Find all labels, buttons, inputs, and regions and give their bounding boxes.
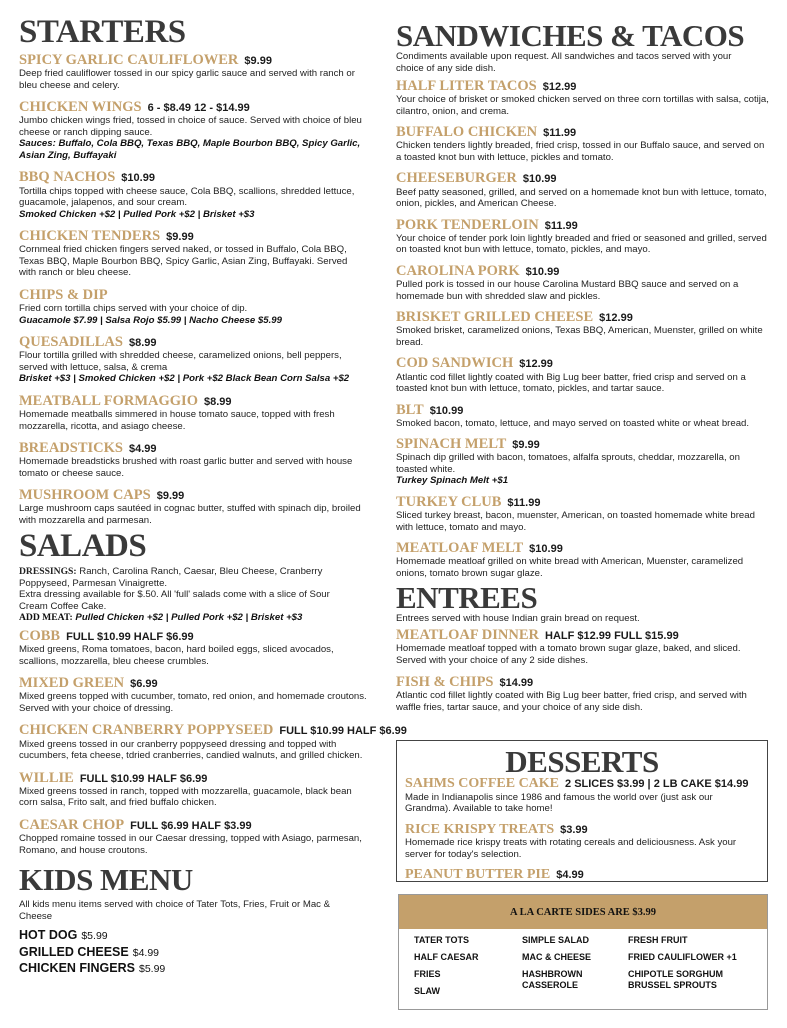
item-price: FULL $10.99 HALF $6.99 xyxy=(79,772,208,785)
item-header xyxy=(19,170,367,185)
item-description: Cornmeal fried chicken fingers served naked, or tossed in Buffalo, Cola BBQ, Texas BBQ, Maple Bourbon BBQ, Spicy Garlic, Asian Zing, Buffayaki. Served with ranch or bleu cheese. xyxy=(19,244,348,279)
item-description: Chicken tenders lightly breaded, fried crisp, tossed in our Buffalo sauce, and served on a toasted knot bun with lettuce, pickles and tomato. xyxy=(396,140,765,163)
item-name: CHICKEN CRANBERRY POPPYSEED xyxy=(19,722,274,739)
item-price: 6 - $8.49 12 - $14.99 xyxy=(147,102,250,115)
item-header xyxy=(396,675,772,690)
item-description: Made in Indianapolis since 1986 and famous the world over (just ask our Grandma). Available to take home! xyxy=(405,791,713,815)
item-description: Mixed greens, Roma tomatoes, bacon, hard boiled eggs, sliced avocados, scallions, mozzarella, bleu cheese crumbles. xyxy=(19,644,334,667)
item-options-text: Smoked Chicken +$2 | Pulled Pork +$2 | Brisket +$3 xyxy=(19,208,255,220)
side-item: SLAW xyxy=(414,986,440,996)
menu-item xyxy=(19,229,367,279)
item-price: $9.99 xyxy=(244,55,272,67)
kids-note: All kids menu items served with choice of Tater Tots, Fries, Fruit or Mac & Cheese xyxy=(19,899,331,922)
item-name: MEATLOAF DINNER xyxy=(396,626,539,643)
item-description: Mixed greens tossed in ranch, topped with mozzarella, guacamole, black bean corn salsa, Frito salt, and fried buffalo chicken. xyxy=(19,785,352,809)
menu-item xyxy=(19,818,367,856)
item-name: SPINACH MELT xyxy=(396,436,507,453)
sandwiches-title: SANDWICHES & TACOS xyxy=(396,18,745,53)
item-description: Homemade rice krispy treats with rotating cereals and deliciousness. Ask your server for today's selection. xyxy=(405,837,737,860)
side-item: MAC & CHEESE xyxy=(522,952,592,962)
item-name: MEATBALL FORMAGGIO xyxy=(19,392,198,409)
item-price: FULL $6.99 HALF $3.99 xyxy=(130,819,252,832)
side-item: HASHBROWN xyxy=(522,969,583,979)
item-name: CAROLINA PORK xyxy=(396,262,520,279)
sides-grid xyxy=(399,929,767,997)
item-name: CHICKEN TENDERS xyxy=(19,228,161,245)
item-description: Your choice of brisket or smoked chicken served on three corn tortillas with salsa, cotija, cilantro, onion, and crema. xyxy=(396,94,769,117)
menu-item xyxy=(19,629,367,667)
salad-add-meat: ADD MEAT: Pulled Chicken +$2 | Pulled Pork +$2 | Brisket +$3 xyxy=(19,612,303,624)
menu-item xyxy=(396,79,772,117)
menu-item xyxy=(19,53,367,91)
item-name: COBB xyxy=(19,627,61,644)
item-name: BLT xyxy=(396,401,424,418)
menu-item xyxy=(396,403,772,430)
item-name: MEATLOAF MELT xyxy=(396,540,524,557)
item-options-text: Buffalo, Cola BBQ, Texas BBQ, Maple Bourbon BBQ, Spicy Garlic, Asian Zing, Buffayaki xyxy=(19,138,361,161)
item-description: Mixed greens topped with cucumber, tomato, red onion, and homemade croutons. Served with your choice of dressing. xyxy=(19,691,367,714)
item-header xyxy=(19,722,407,739)
salad-dressings: DRESSINGS: Ranch, Carolina Ranch, Caesar, Bleu Cheese, Cranberry Poppyseed, Parmesan Vinaigrette. xyxy=(19,566,323,589)
item-name: PEANUT BUTTER PIE xyxy=(405,867,551,883)
menu-item xyxy=(396,437,772,487)
menu-item xyxy=(19,288,367,326)
salads-list xyxy=(19,627,407,856)
entrees-title: ENTREES xyxy=(396,580,538,616)
item-header xyxy=(19,394,367,409)
item-price: $12.99 xyxy=(599,312,633,325)
item-description: Flour tortilla grilled with shredded cheese, caramelized onions, bell peppers, served with lettuce, salsa, & crema xyxy=(19,350,342,373)
menu-item xyxy=(396,171,772,209)
item-options-text: Turkey Spinach Melt +$1 xyxy=(396,475,509,487)
sides-banner: A LA CARTE SIDES ARE $3.99 xyxy=(399,895,767,929)
kids-list xyxy=(19,928,367,978)
item-header xyxy=(19,771,367,786)
menu-item xyxy=(396,218,772,256)
starters-title: STARTERS xyxy=(19,14,186,50)
item-name: SAHMS COFFEE CAKE xyxy=(405,776,560,791)
item-price: $4.99 xyxy=(556,869,584,882)
item-options xyxy=(396,475,772,487)
item-description: Spinach dip grilled with bacon, tomatoes, alfalfa sprouts, cheddar, mozzarella, on toasted white. xyxy=(396,452,740,475)
item-price: $10.99 xyxy=(529,543,563,556)
menu-item xyxy=(396,628,772,666)
item-name: MUSHROOM CAPS xyxy=(19,487,151,504)
item-name: BREADSTICKS xyxy=(19,440,123,457)
item-header xyxy=(396,171,772,186)
item-description: Homemade meatballs simmered in house tomato sauce, topped with fresh mozzarella, ricotta, and asiago cheese. xyxy=(19,409,335,432)
sides-column-3 xyxy=(628,935,774,997)
desserts-title: DESSERTS xyxy=(505,744,659,779)
item-name: SPICY GARLIC CAULIFLOWER xyxy=(19,52,239,68)
item-description: Jumbo chicken wings fried, tossed in choice of sauce. Served with choice of bleu cheese or ranch dipping sauce. xyxy=(19,115,362,138)
item-description: Deep fried cauliflower tossed in our spicy garlic sauce and served with ranch or bleu cheese and celery. xyxy=(19,68,355,91)
menu-item xyxy=(19,335,367,385)
kids-item-name: HOT DOG xyxy=(19,928,78,943)
item-header xyxy=(396,125,772,140)
kids-item-price: $5.99 xyxy=(81,930,108,943)
item-header xyxy=(396,541,772,556)
left-column xyxy=(19,0,407,978)
item-price: $8.99 xyxy=(203,395,232,408)
item-price: $10.99 xyxy=(525,265,560,278)
item-name: MIXED GREEN xyxy=(19,675,125,692)
item-price: FULL $10.99 HALF $6.99 xyxy=(279,725,407,738)
entrees-list xyxy=(396,628,772,713)
menu-item xyxy=(396,675,772,713)
item-price: HALF $12.99 FULL $15.99 xyxy=(545,629,679,642)
menu-item xyxy=(19,170,367,220)
item-price: $3.99 xyxy=(560,823,588,836)
item-price: $10.99 xyxy=(522,173,557,186)
menu-item xyxy=(19,394,367,432)
item-options xyxy=(19,209,367,221)
side-item: SIMPLE SALAD xyxy=(522,935,590,945)
item-description: Large mushroom caps sautéed in cognac butter, stuffed with spinach dip, broiled with mozzarella and parmesan. xyxy=(19,503,361,526)
sandwiches-note: Condiments available upon request. All sandwiches and tacos served with your choice of any side dish. xyxy=(396,51,732,74)
item-header xyxy=(405,823,759,838)
desserts-box xyxy=(396,740,768,882)
item-options xyxy=(19,373,367,385)
item-name: BRISKET GRILLED CHEESE xyxy=(396,309,594,326)
item-description: Beef patty seasoned, grilled, and served on a homemade knot bun with lettuce, tomato, onion, pickles, and American Cheese. xyxy=(396,186,767,210)
item-price: $12.99 xyxy=(519,358,553,371)
item-price: $4.99 xyxy=(128,443,157,456)
item-header xyxy=(19,441,367,456)
kids-item-price: $5.99 xyxy=(138,963,166,976)
kids-item-price: $4.99 xyxy=(132,946,160,959)
side-item: CHIPOTLE SORGHUM xyxy=(628,969,724,979)
item-header xyxy=(405,777,759,792)
item-description: Smoked bacon, tomato, lettuce, and mayo served on toasted white or wheat bread. xyxy=(396,417,750,429)
item-description: Sliced turkey breast, bacon, muenster, American, on toasted homemade white bread with lettuce, tomato and mayo. xyxy=(396,510,755,533)
item-name: FISH & CHIPS xyxy=(396,674,494,691)
entrees-note: Entrees served with house Indian grain bread on request. xyxy=(396,613,640,625)
item-name: CHICKEN WINGS xyxy=(19,99,142,116)
menu-item xyxy=(19,488,367,526)
menu-item xyxy=(396,541,772,579)
starters-list xyxy=(19,53,367,526)
item-header xyxy=(396,495,772,510)
sides-column-1 xyxy=(414,935,522,997)
item-name: WILLIE xyxy=(19,769,74,786)
item-name: CAESAR CHOP xyxy=(19,816,125,833)
side-item: BRUSSEL SPROUTS xyxy=(628,980,717,990)
kids-item xyxy=(19,928,367,945)
item-description: Homemade breadsticks brushed with roast garlic butter and served with house tomato or cheese sauce. xyxy=(19,456,353,479)
item-price: $10.99 xyxy=(121,172,155,185)
item-header xyxy=(19,53,367,68)
item-header xyxy=(19,488,367,503)
item-price: $8.99 xyxy=(128,337,157,350)
item-options xyxy=(19,138,367,161)
sandwiches-list xyxy=(396,79,772,579)
item-name: TURKEY CLUB xyxy=(396,493,502,510)
item-description: Tortilla chips topped with cheese sauce, Cola BBQ, scallions, shredded lettuce, guacamole, jalapenos, and sour cream. xyxy=(19,185,355,209)
kids-item xyxy=(19,961,367,978)
item-name: COD SANDWICH xyxy=(396,355,514,372)
menu-item xyxy=(396,125,772,163)
item-header xyxy=(396,218,772,233)
side-item: FRESH FRUIT xyxy=(628,935,688,945)
item-description: Smoked brisket, caramelized onions, Texas BBQ, American, Muenster, grilled on white bread. xyxy=(396,325,763,348)
item-description: Your choice of tender pork loin lightly breaded and fried or seasoned and grilled, served on toasted knot bun with lettuce, tomato, pickles, and mayo. xyxy=(396,232,767,256)
menu-item xyxy=(19,771,367,809)
salads-title: SALADS xyxy=(19,528,147,565)
item-header xyxy=(396,264,772,279)
item-price: $6.99 xyxy=(130,678,158,691)
menu-item xyxy=(19,676,367,714)
side-item: HALF CAESAR xyxy=(414,952,479,962)
item-header xyxy=(396,310,772,325)
item-header xyxy=(19,335,367,350)
item-price: $9.99 xyxy=(156,490,185,503)
item-description: Chopped romaine tossed in our Caesar dressing, topped with Asiago, parmesan, Romano, and house croutons. xyxy=(19,833,362,856)
item-options-text: Guacamole $7.99 | Salsa Rojo $5.99 | Nacho Cheese $5.99 xyxy=(19,314,282,326)
item-options-label: Sauces: xyxy=(19,138,56,150)
item-header xyxy=(19,229,367,244)
kids-item-name: GRILLED CHEESE xyxy=(19,944,129,959)
menu-item xyxy=(405,823,759,861)
item-description: Mixed greens tossed in our cranberry poppyseed dressing and topped with cucumbers, feta cheese, tdried cranberries, candied walnuts, and grilled chicken. xyxy=(19,738,363,762)
item-header xyxy=(19,288,367,303)
item-price: $11.99 xyxy=(507,496,541,509)
item-name: BBQ NACHOS xyxy=(19,169,116,186)
menu-item xyxy=(19,722,407,762)
menu-item xyxy=(19,441,367,479)
menu-item xyxy=(405,868,759,883)
item-price: 2 SLICES $3.99 | 2 LB CAKE $14.99 xyxy=(565,778,749,790)
right-column xyxy=(396,0,772,713)
item-name: HALF LITER TACOS xyxy=(396,78,537,94)
side-item: CASSEROLE xyxy=(522,980,579,990)
item-description: Atlantic cod fillet lightly coated with Big Lug beer batter, fried crisp, and served with waffle fries, tartar sauce, and your choice of any side dish. xyxy=(396,690,747,713)
sides-box xyxy=(398,894,768,1010)
desserts-list xyxy=(397,777,767,883)
item-price: $14.99 xyxy=(499,677,534,690)
item-header xyxy=(19,676,367,691)
kids-title: KIDS MENU xyxy=(19,862,193,898)
item-description: Homemade meatloaf topped with a tomato brown sugar glaze, baked, and sliced. Served with your choice of any 2 side dishes. xyxy=(396,643,741,666)
sides-column-2 xyxy=(522,935,628,997)
item-price: $9.99 xyxy=(166,231,194,244)
menu-item xyxy=(405,777,759,815)
item-header xyxy=(396,356,772,371)
item-name: BUFFALO CHICKEN xyxy=(396,124,538,141)
item-price: $11.99 xyxy=(544,219,578,232)
menu-item xyxy=(19,100,367,161)
kids-item xyxy=(19,945,367,962)
item-price: $10.99 xyxy=(429,404,464,417)
item-header xyxy=(405,868,759,883)
item-header xyxy=(396,403,772,418)
menu-item xyxy=(396,264,772,302)
item-header xyxy=(396,628,772,643)
item-header xyxy=(19,818,367,833)
item-header xyxy=(396,79,772,94)
item-name: QUESADILLAS xyxy=(19,334,123,351)
item-price: $9.99 xyxy=(512,439,540,452)
item-description: Fried corn tortilla chips served with your choice of dip. xyxy=(19,303,248,315)
item-name: CHIPS & DIP xyxy=(19,286,108,303)
item-price: FULL $10.99 HALF $6.99 xyxy=(66,630,194,643)
item-name: PORK TENDERLOIN xyxy=(396,216,539,233)
side-item: TATER TOTS xyxy=(414,935,469,945)
item-price: $12.99 xyxy=(542,81,577,93)
item-options-text: Brisket +$3 | Smoked Chicken +$2 | Pork +$2 Black Bean Corn Salsa +$2 xyxy=(19,373,350,385)
menu-item xyxy=(396,495,772,533)
side-item: FRIED CAULIFLOWER +1 xyxy=(628,952,737,962)
menu-item xyxy=(396,356,772,394)
item-description: Atlantic cod fillet lightly coated with Big Lug beer batter, fried crisp and served on a toasted knot bun with lettuce, tomato, pickles, and tartar sauce. xyxy=(396,371,746,395)
item-header xyxy=(19,100,367,115)
side-item: FRIES xyxy=(414,969,441,979)
item-price: $11.99 xyxy=(543,127,577,140)
kids-item-name: CHICKEN FINGERS xyxy=(19,961,135,976)
item-options xyxy=(19,315,367,327)
item-name: RICE KRISPY TREATS xyxy=(405,821,555,837)
menu-item xyxy=(396,310,772,348)
salad-extra-note: Extra dressing available for $.50. All 'full' salads come with a slice of Sour Cream Coffee Cake. xyxy=(19,589,330,612)
item-description: Homemade meatloaf grilled on white bread with American, Muenster, caramelized onions, tomato brown sugar glaze. xyxy=(396,556,744,579)
item-header xyxy=(396,437,772,452)
item-description: Pulled pork is tossed in our house Carolina Mustard BBQ sauce and served on a homemade bun with shredded slaw and pickles. xyxy=(396,279,739,302)
item-header xyxy=(19,629,367,644)
item-name: CHEESEBURGER xyxy=(396,170,517,187)
